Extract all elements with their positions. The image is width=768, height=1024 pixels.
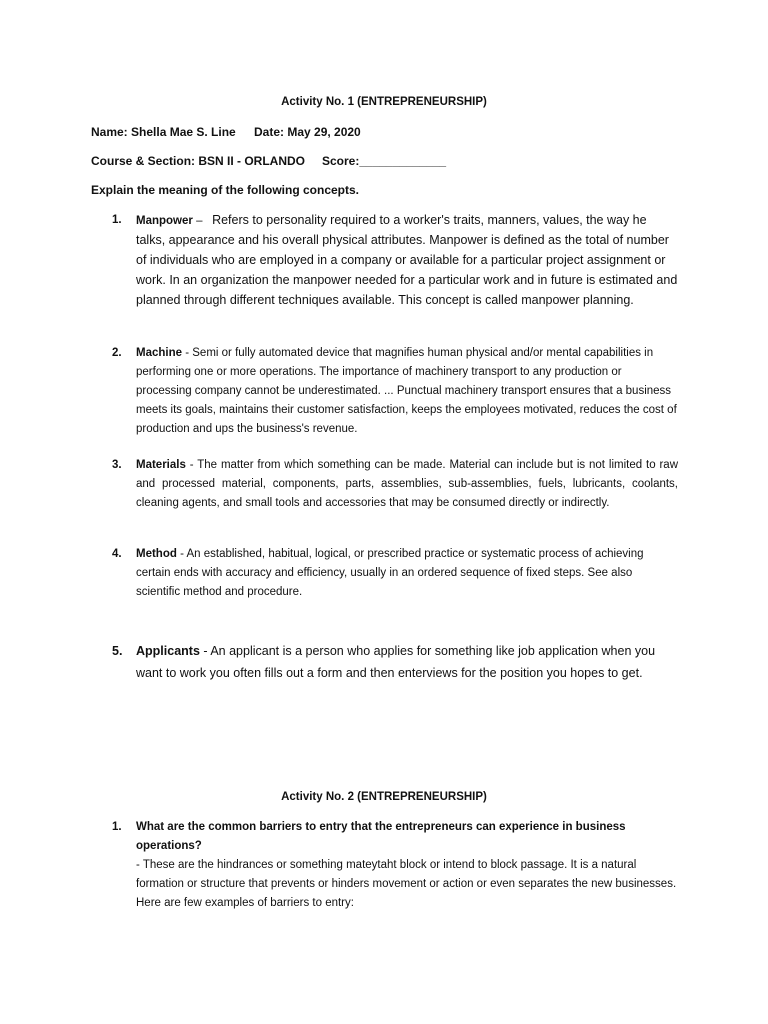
- item-text: Refers to personality required to a worker's traits, manners, values, the way he talks, appearance and his overall physical attributes. Manpower is defined as the total of number of individuals who are employed in a company or available for a particular project assignment or work. In an organization the manpower needed for a particular work and in future is estimated and planned through different techniques available. This concept is called manpower planning.: [136, 213, 678, 307]
- instruction-line: Explain the meaning of the following concepts.: [91, 183, 360, 197]
- date-line: Date: May 29, 2020: [254, 125, 361, 139]
- item-number: 4.: [112, 548, 122, 560]
- item-text: An applicant is a person who applies for something like job application when you want to work you often fills out a form and then enterviews for the position you hopes to get.: [136, 644, 656, 680]
- question-text: What are the common barriers to entry that the entrepreneurs can experience in business operations?: [136, 821, 626, 852]
- course-line: Course & Section: BSN II - ORLANDO: [91, 154, 306, 168]
- list-item-applicants: [112, 640, 678, 684]
- list-item-machine: [112, 344, 678, 439]
- item-separator: -: [185, 459, 198, 471]
- item-text: An established, habitual, logical, or prescribed practice or systematic process of achieving certain ends with accuracy and efficiency, usually in an ordered sequence of fixed steps. See also scientific method and procedure.: [136, 548, 644, 598]
- item-term: Method: [136, 548, 177, 560]
- item-number: 2.: [112, 347, 122, 359]
- list-item-materials: [112, 456, 678, 513]
- list-item-method: [112, 545, 678, 602]
- item-number: 5.: [112, 644, 123, 658]
- item-number: 1.: [112, 214, 122, 226]
- item-text: The matter from which something can be made. Material can include but is not limited to raw and processed material, components, parts, assemblies, sub-assemblies, fuels, lubricants, coolants, cleaning agents, and small tools and accessories that may be consumed directly or indirectly.: [136, 459, 678, 509]
- item-separator: -: [199, 644, 211, 658]
- answer-text: - These are the hindrances or something mateytaht block or intend to block passage. It is a natural formation or structure that prevents or hinders movement or action or even separates the new businesses.: [136, 859, 677, 890]
- question-item-barriers: [112, 818, 678, 913]
- activity2-title: Activity No. 2 (ENTREPRENEURSHIP): [281, 791, 487, 803]
- item-term: Materials: [136, 459, 186, 471]
- activity1-title: Activity No. 1 (ENTREPRENEURSHIP): [281, 96, 487, 108]
- item-separator: -: [182, 347, 193, 359]
- question-number: 1.: [112, 821, 122, 833]
- item-separator: –: [192, 215, 213, 227]
- followup-text: Here are few examples of barriers to entry:: [136, 897, 354, 909]
- list-item-manpower: [112, 211, 678, 311]
- score-line: Score:_____________: [322, 154, 447, 168]
- item-separator: -: [176, 548, 187, 560]
- item-number: 3.: [112, 459, 122, 471]
- item-term: Applicants: [136, 644, 200, 658]
- item-text: Semi or fully automated device that magnifies human physical and/or mental capabilities in performing one or more operations. The importance of machinery transport to any production or processing company cannot be underestimated. ... Punctual machinery transport ensures that a business meets its goals, maintains their customer satisfaction, keeps the employees motivated, reduces the cost of production and ups the business's revenue.: [136, 347, 677, 435]
- item-term: Manpower: [136, 215, 193, 227]
- item-term: Machine: [136, 347, 183, 359]
- name-line: Name: Shella Mae S. Line: [91, 125, 236, 139]
